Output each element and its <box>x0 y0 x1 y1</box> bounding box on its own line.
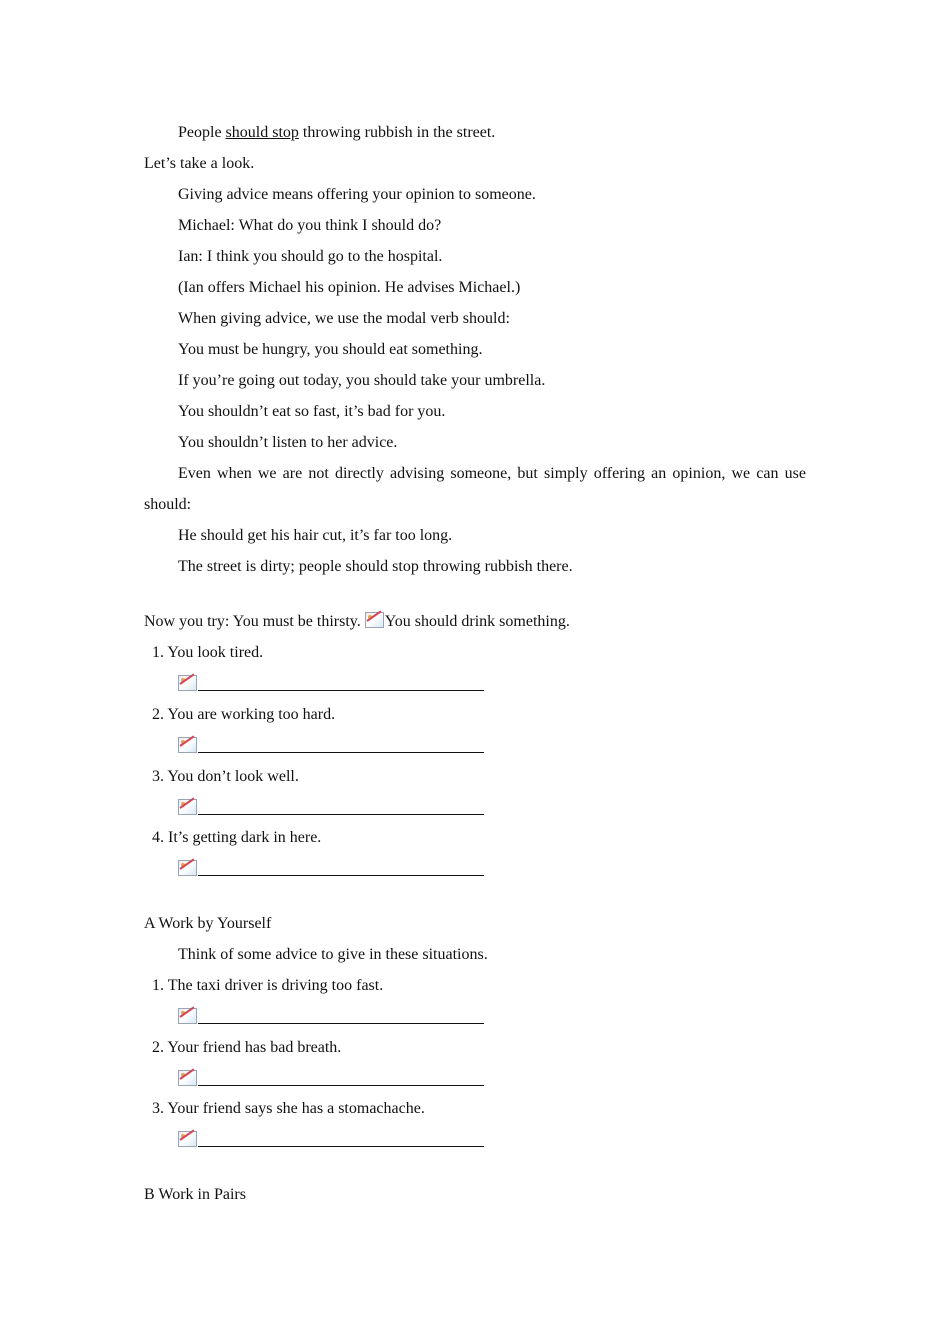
answer-blank[interactable] <box>198 798 484 815</box>
dialogue-line: Ian: I think you should go to the hospital. <box>178 248 443 265</box>
broken-image-icon <box>178 1008 197 1024</box>
underlined-phrase: should stop <box>225 124 299 141</box>
answer-row <box>178 674 484 695</box>
example-sentence: You must be hungry, you should eat something. <box>178 341 483 358</box>
exercise-item: 3. Your friend says she has a stomachache. <box>152 1100 425 1117</box>
example-sentence: You shouldn’t listen to her advice. <box>178 434 398 451</box>
exercise-item: 2. You are working too hard. <box>152 706 336 723</box>
dialogue-line: Michael: What do you think I should do? <box>178 217 442 234</box>
broken-image-icon <box>178 1131 197 1147</box>
answer-blank[interactable] <box>198 1007 484 1024</box>
example-sentence: If you’re going out today, you should take your umbrella. <box>178 372 546 389</box>
answer-blank[interactable] <box>198 1130 484 1147</box>
example-answer: You should drink something. <box>384 613 570 630</box>
answer-row <box>178 1007 484 1028</box>
answer-row <box>178 736 484 757</box>
example-sentence-underlined <box>178 123 495 143</box>
section-heading: A Work by Yourself <box>144 915 272 932</box>
answer-blank[interactable] <box>198 859 484 876</box>
exercise-item: 3. You don’t look well. <box>152 768 299 785</box>
answer-row <box>178 1130 484 1151</box>
answer-row <box>178 1069 484 1090</box>
paragraph-line: Let’s take a look. <box>144 155 255 172</box>
exercise-prompt <box>144 612 570 632</box>
answer-row <box>178 798 484 819</box>
broken-image-icon <box>178 799 197 815</box>
answer-blank[interactable] <box>198 736 484 753</box>
broken-image-icon <box>178 1070 197 1086</box>
text-segment: throwing rubbish in the street. <box>298 124 496 141</box>
broken-image-icon <box>178 737 197 753</box>
paragraph-line: Giving advice means offering your opinion to someone. <box>178 186 536 203</box>
example-sentence: You shouldn’t eat so fast, it’s bad for you. <box>178 403 446 420</box>
paragraph-line: (Ian offers Michael his opinion. He advises Michael.) <box>178 279 521 296</box>
text-segment: People <box>178 124 226 141</box>
exercise-item: 1. The taxi driver is driving too fast. <box>152 977 384 994</box>
answer-blank[interactable] <box>198 674 484 691</box>
answer-row <box>178 859 484 880</box>
example-sentence: The street is dirty; people should stop throwing rubbish there. <box>178 558 573 575</box>
broken-image-icon <box>178 860 197 876</box>
example-sentence: He should get his hair cut, it’s far too long. <box>178 527 453 544</box>
paragraph-line: When giving advice, we use the modal verb should: <box>178 310 510 327</box>
exercise-item: 1. You look tired. <box>152 644 264 661</box>
section-heading: B Work in Pairs <box>144 1186 246 1203</box>
paragraph-line: Even when we are not directly advising someone, but simply offering an opinion, we can use <box>178 465 806 482</box>
answer-blank[interactable] <box>198 1069 484 1086</box>
broken-image-icon <box>178 675 197 691</box>
prompt-text: Now you try: You must be thirsty. <box>144 613 365 630</box>
exercise-item: 4. It’s getting dark in here. <box>152 829 322 846</box>
paragraph-line: should: <box>144 496 192 513</box>
section-instruction: Think of some advice to give in these situations. <box>178 946 488 963</box>
broken-image-icon <box>365 612 384 628</box>
exercise-item: 2. Your friend has bad breath. <box>152 1039 342 1056</box>
